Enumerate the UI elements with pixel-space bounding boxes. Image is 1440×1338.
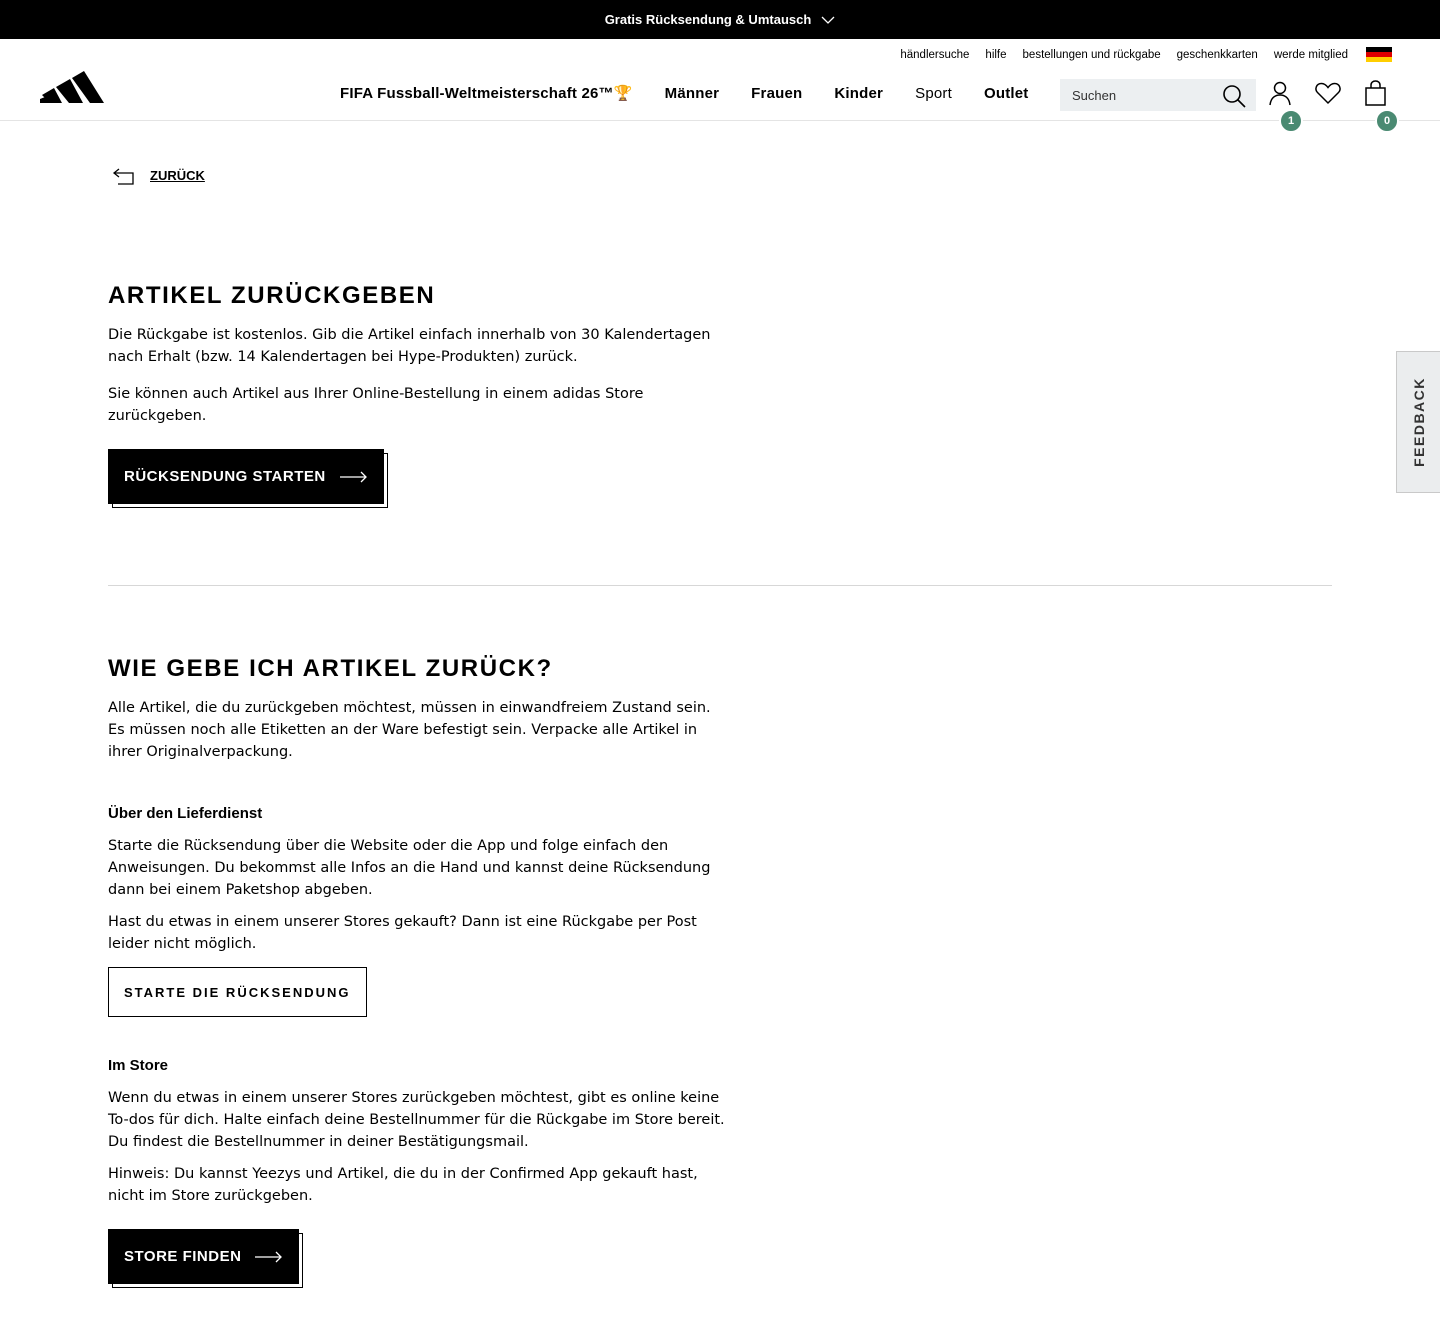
utility-link-bestellungen[interactable]: bestellungen und rückgabe	[1022, 48, 1161, 61]
account-icon[interactable]	[1267, 79, 1295, 107]
adidas-logo-icon[interactable]	[40, 61, 104, 103]
main-nav	[340, 84, 1029, 102]
start-return-outline-button[interactable]	[108, 967, 367, 1017]
search-box	[1060, 79, 1256, 111]
back-label: ZURÜCK	[150, 167, 205, 183]
utility-link-mitglied[interactable]: werde mitglied	[1273, 48, 1348, 61]
promo-text: Gratis Rücksendung & Umtausch	[604, 12, 812, 27]
utility-link-haendlersuche[interactable]: händlersuche	[900, 48, 970, 61]
delivery-paragraph-1: Starte die Rücksendung über die Website oder die App und folge einfach den Anweisungen. Du bekommst alle Infos an die Hand und kannst deine Rücksendung dann bei einem Paketshop abgeben.	[108, 838, 711, 898]
store-heading: Im Store	[108, 1057, 169, 1074]
feedback-tab[interactable]	[1396, 351, 1440, 493]
arrow-right-icon	[255, 1251, 283, 1263]
howto-title: WIE GEBE ICH ARTIKEL ZURÜCK?	[108, 655, 553, 682]
account-badge: 1	[1279, 109, 1303, 133]
start-return-outline-label: STARTE DIE RÜCKSENDUNG	[124, 984, 351, 1000]
nav-item-kinder[interactable]: Kinder	[834, 84, 884, 102]
nav-item-fifa[interactable]: FIFA Fussball-Weltmeisterschaft 26™🏆	[340, 85, 633, 102]
start-return-label: RÜCKSENDUNG STARTEN	[124, 468, 326, 485]
promo-bar[interactable]	[0, 0, 1440, 39]
germany-flag-icon[interactable]	[1366, 47, 1392, 62]
heart-icon[interactable]	[1314, 79, 1342, 107]
return-title: ARTIKEL ZURÜCKGEBEN	[108, 282, 436, 309]
chevron-down-icon	[821, 13, 835, 27]
section-divider	[108, 585, 1332, 586]
nav-item-maenner[interactable]: Männer	[664, 84, 720, 102]
store-paragraph-2: Hinweis: Du kannst Yeezys und Artikel, die du in der Confirmed App gekauft hast, nicht im Store zurückgeben.	[108, 1166, 698, 1204]
utility-nav	[900, 47, 1392, 62]
site-header	[0, 39, 1440, 127]
cart-icon[interactable]	[1362, 79, 1390, 107]
find-store-label: STORE FINDEN	[124, 1248, 242, 1265]
start-return-button[interactable]	[108, 449, 384, 504]
find-store-button[interactable]	[108, 1229, 299, 1284]
nav-item-frauen[interactable]: Frauen	[751, 84, 803, 102]
nav-item-sport[interactable]: Sport	[915, 84, 952, 102]
search-input[interactable]	[1070, 87, 1220, 104]
return-paragraph-2: Sie können auch Artikel aus Ihrer Online-Bestellung in einem adidas Store zurückgeben.	[108, 386, 644, 424]
nav-item-outlet[interactable]: Outlet	[983, 84, 1029, 102]
store-paragraph-1: Wenn du etwas in einem unserer Stores zurückgeben möchtest, gibt es online keine To-dos für dich. Halte einfach deine Bestellnummer für die Rückgabe im Store bereit. Du findest die Bestellnummer in deiner Bestätigungsmail.	[108, 1090, 725, 1150]
arrow-right-icon	[340, 471, 368, 483]
return-paragraph-1: Die Rückgabe ist kostenlos. Gib die Artikel einfach innerhalb von 30 Kalendertagen nach Erhalt (bzw. 14 Kalendertagen bei Hype-Produkten) zurück.	[108, 327, 711, 365]
utility-link-geschenkkarten[interactable]: geschenkkarten	[1176, 48, 1258, 61]
back-link[interactable]	[112, 165, 205, 185]
delivery-paragraph-2: Hast du etwas in einem unserer Stores gekauft? Dann ist eine Rückgabe per Post leider nicht möglich.	[108, 914, 697, 952]
feedback-label: FEEDBACK	[1410, 377, 1427, 467]
howto-intro: Alle Artikel, die du zurückgeben möchtest, müssen in einwandfreiem Zustand sein. Es müssen noch alle Etiketten an der Ware befestigt sein. Verpacke alle Artikel in ihrer Originalverpackung.	[108, 700, 711, 760]
cart-badge: 0	[1375, 109, 1399, 133]
utility-link-hilfe[interactable]: hilfe	[985, 48, 1007, 61]
search-icon[interactable]	[1222, 84, 1246, 108]
delivery-heading: Über den Lieferdienst	[108, 805, 263, 822]
back-arrow-icon	[112, 165, 136, 185]
